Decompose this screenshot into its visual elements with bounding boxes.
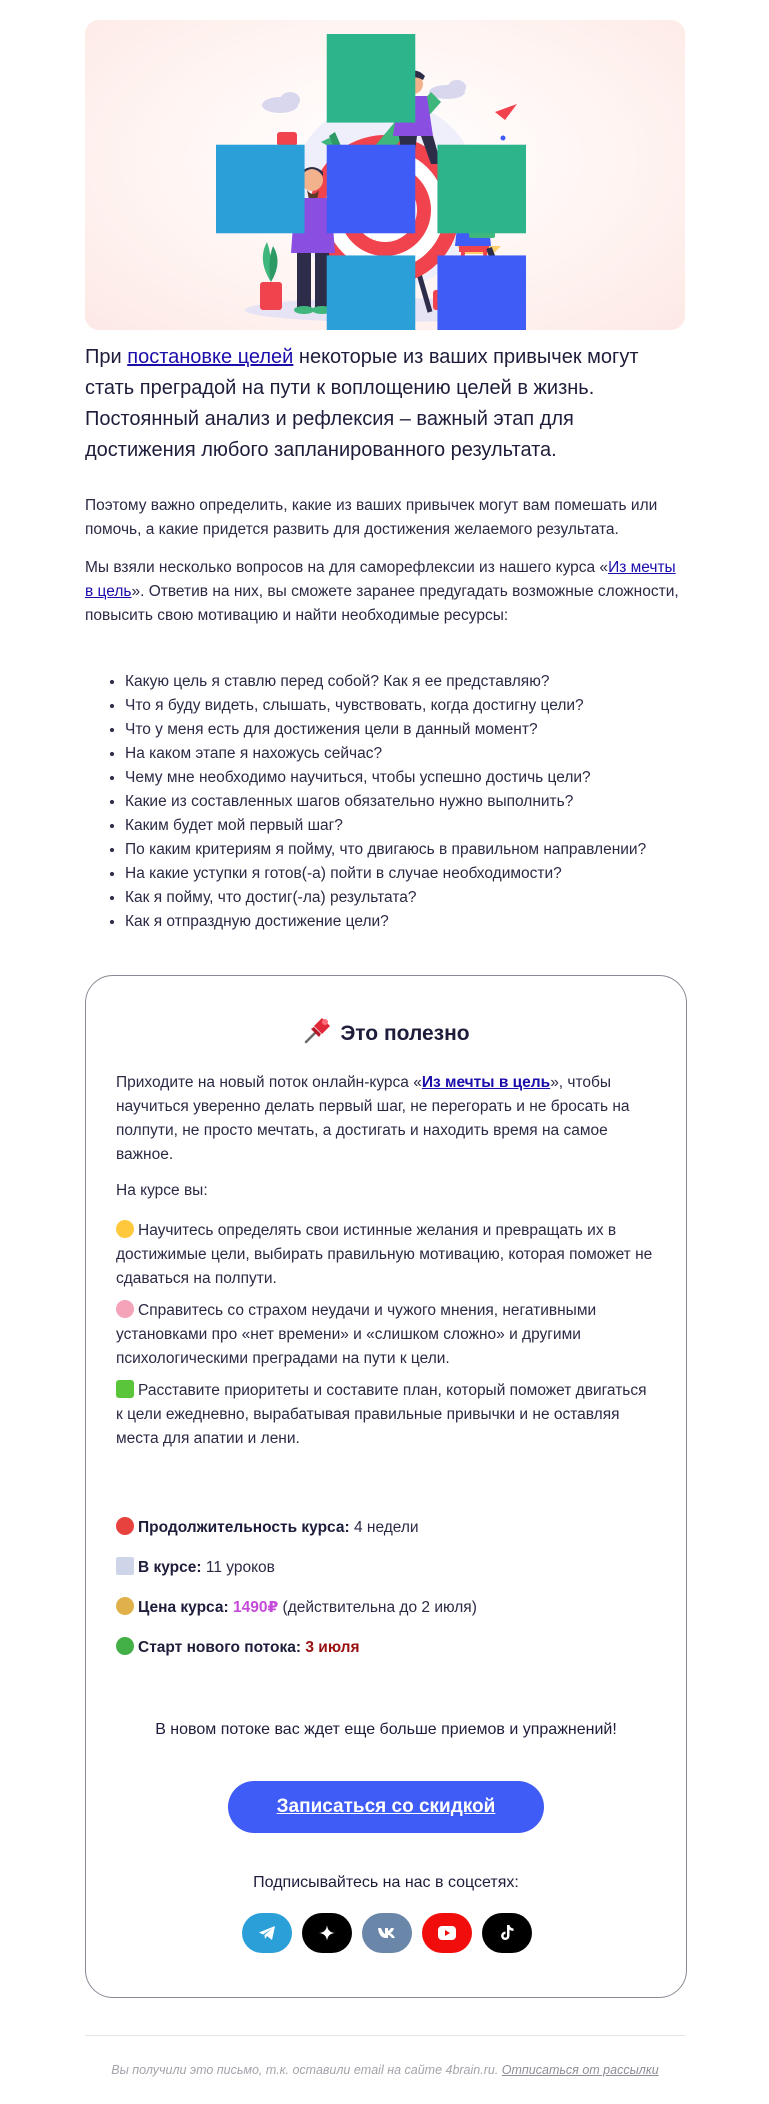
card-intro (116, 1071, 656, 1167)
list-item: • Что я буду видеть, слышать, чувствовать, когда достигну цели? (125, 694, 695, 718)
start-date: 3 июля (305, 1639, 360, 1656)
telegram-link[interactable] (242, 1913, 292, 1953)
heart-eyes-emoji-icon (116, 1220, 134, 1238)
youtube-link[interactable] (422, 1913, 472, 1953)
course-duration (116, 1516, 656, 1540)
price-note: (действительна до 2 июля) (278, 1599, 477, 1616)
footer-notice (85, 2063, 685, 2077)
course-price (116, 1596, 656, 1620)
brain-emoji-icon (116, 1300, 134, 1318)
question-list (105, 670, 695, 934)
start-label: Старт нового потока: (138, 1639, 302, 1656)
course-lessons (116, 1556, 656, 1580)
benefit-text: Справитесь со страхом неудачи и чужого мнения, негативными установками про «нет времени» и «слишком сложно» и другими психологическими преградами на пути к цели. (116, 1302, 597, 1367)
enroll-discount-button[interactable]: Записаться со скидкой (228, 1781, 544, 1833)
intro-pre: При (85, 346, 128, 368)
promo-text: В новом потоке вас ждет еще больше приемов и упражнений! (155, 1721, 617, 1738)
benefit-item (116, 1299, 656, 1371)
hero-illustration (85, 20, 685, 330)
card-title (86, 1014, 686, 1046)
list-item: • Какие из составленных шагов обязательно нужно выполнить? (125, 790, 695, 814)
list-item: • Каким будет мой первый шаг? (125, 814, 695, 838)
vk-icon (377, 1927, 397, 1939)
list-item: • Чему мне необходимо научиться, чтобы успешно достичь цели? (125, 766, 695, 790)
paragraph-questions-intro (85, 556, 685, 628)
benefit-item (116, 1219, 656, 1291)
list-item: • Какую цель я ставлю перед собой? Как я ее представляю? (125, 670, 695, 694)
alarm-clock-emoji-icon (116, 1517, 134, 1535)
list-item: • На какие уступки я готов(-а) пойти в случае необходимости? (125, 862, 695, 886)
check-mark-emoji-icon (116, 1380, 134, 1398)
lessons-value: 11 уроков (201, 1559, 275, 1576)
intro-post: некоторые из ваших привычек могут стать преградой на пути к воплощению целей в жизнь. Постоянный анализ и рефлексия – важный этап для достижения любого запланированного результата. (85, 346, 639, 461)
unsubscribe-link[interactable]: Отписаться от рассылки (501, 2063, 659, 2077)
list-item: • Что у меня есть для достижения цели в данный момент? (125, 718, 695, 742)
bookmark-tabs-emoji-icon (116, 1557, 134, 1575)
tiktok-icon (500, 1925, 514, 1941)
pushpin-icon (302, 1014, 334, 1046)
course-link[interactable]: Из мечты в цель (85, 559, 676, 600)
duration-label: Продолжительность курса: (138, 1519, 350, 1536)
benefit-text: Расставите приоритеты и составите план, который поможет двигаться к цели ежедневно, вырабатывая правильные привычки и не оставляя места для апатии и лени. (116, 1382, 647, 1447)
paragraph2-pre: Мы взяли несколько вопросов на для саморефлексии из нашего курса « (85, 559, 609, 576)
list-item: • По каким критериям я пойму, что двигаюсь в правильном направлении? (125, 838, 695, 862)
money-bag-emoji-icon (116, 1597, 134, 1615)
goal-setting-link[interactable]: постановке целей (127, 346, 294, 368)
useful-card (85, 975, 687, 1998)
tiktok-link[interactable] (482, 1913, 532, 1953)
on-course-label: На курсе вы: (116, 1182, 208, 1199)
footer-text: Вы получили это письмо, т.к. оставили email на сайте 4brain.ru. (111, 2063, 502, 2077)
card-intro-pre: Приходите на новый поток онлайн-курса « (116, 1074, 422, 1091)
benefit-text: Научитесь определять свои истинные желания и превращать их в достижимые цели, выбирать правильную мотивацию, которая поможет не сдаваться на полпути. (116, 1222, 653, 1287)
social-links (242, 1913, 532, 1953)
card-title-text: Это полезно (340, 1022, 470, 1045)
paragraph-habits: Поэтому важно определить, какие из ваших привычек могут вам помешать или помочь, а какие придется развить для достижения желаемого результата. (85, 497, 658, 538)
list-item: • На каком этапе я нахожусь сейчас? (125, 742, 695, 766)
lessons-label: В курсе: (138, 1559, 202, 1576)
vk-link[interactable] (362, 1913, 412, 1953)
duration-value: 4 недели (349, 1519, 419, 1536)
telegram-icon (258, 1925, 276, 1941)
card-course-link[interactable]: Из мечты в цель (421, 1074, 551, 1091)
footer-divider (85, 2035, 685, 2036)
course-start (116, 1636, 656, 1660)
zen-link[interactable] (302, 1913, 352, 1953)
zen-icon (319, 1925, 335, 1941)
list-item: • Как я пойму, что достиг(-ла) результата? (125, 886, 695, 910)
intro-text (85, 342, 685, 466)
green-circle-emoji-icon (116, 1637, 134, 1655)
list-item: • Как я отпраздную достижение цели? (125, 910, 695, 934)
follow-us-text: Подписывайтесь на нас в соцсетях: (253, 1874, 519, 1891)
benefit-item (116, 1379, 656, 1451)
youtube-icon (438, 1926, 456, 1940)
brand-logo-icon (85, 34, 671, 330)
card-intro-post: », чтобы научиться уверенно делать первый шаг, не перегорать и не бросать на полпути, не просто мечтать, а достигать и находить время на самое важное. (116, 1074, 630, 1163)
price-label: Цена курса: (138, 1599, 229, 1616)
paragraph2-post: ». Ответив на них, вы сможете заранее предугадать возможные сложности, повысить свою мотивацию и найти необходимые ресурсы: (85, 583, 679, 624)
price-value: 1490₽ (232, 1599, 279, 1616)
